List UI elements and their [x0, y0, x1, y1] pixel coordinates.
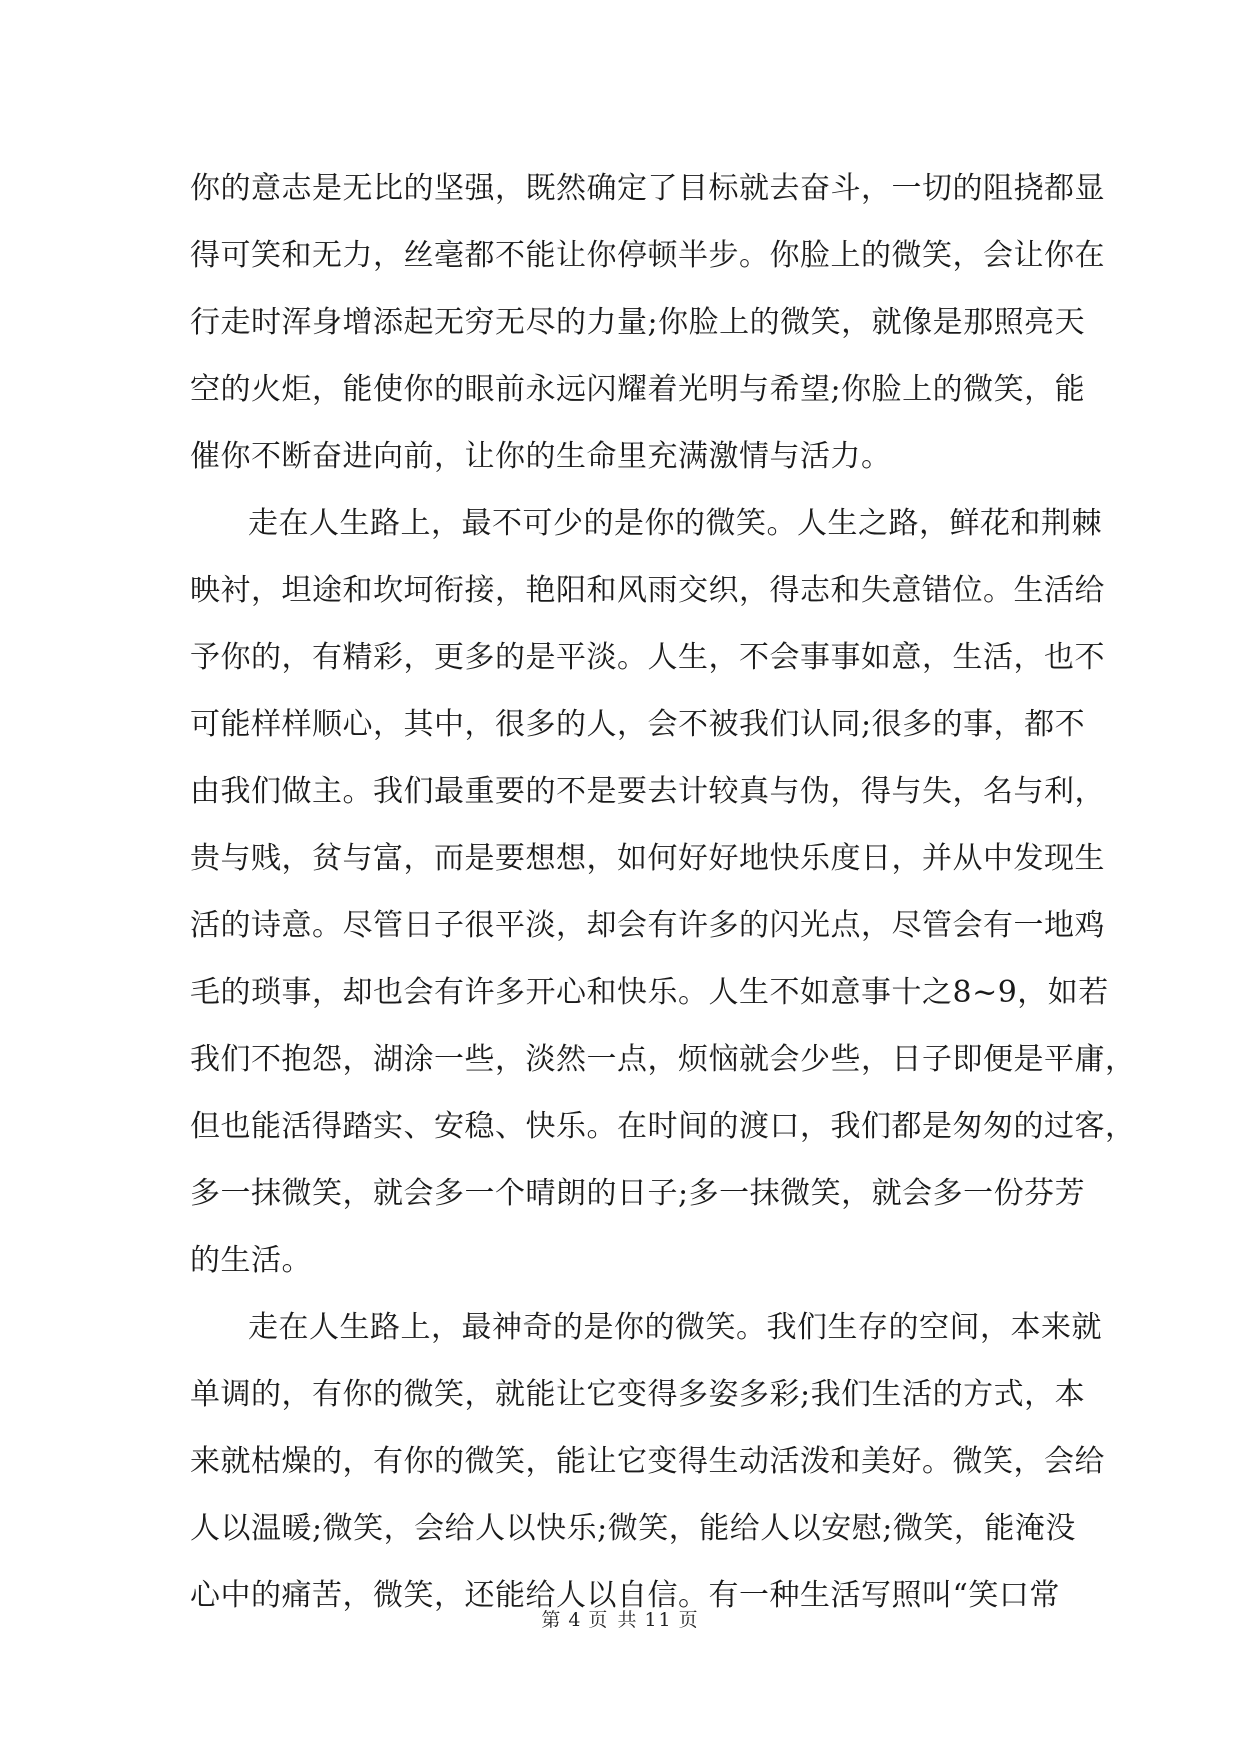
document-body	[190, 155, 1136, 1629]
text-line: 活的诗意。尽管日子很平淡，却会有许多的闪光点，尽管会有一地鸡	[190, 908, 1105, 943]
text-line: 人以温暖;微笑，会给人以快乐;微笑，能给人以安慰;微笑，能淹没	[190, 1511, 1076, 1546]
current-page-number: 4	[568, 1609, 583, 1631]
text-line: 由我们做主。我们最重要的不是要去计较真与伪，得与失，名与利，	[190, 774, 1105, 809]
text-line: 空的火炬，能使你的眼前永远闪耀着光明与希望;你脸上的微笑，能	[190, 372, 1086, 407]
footer-prefix: 第	[541, 1609, 563, 1631]
text-line: 的生活。	[190, 1243, 312, 1278]
text-line: 毛的琐事，却也会有许多开心和快乐。人生不如意事十之8~9，如若	[190, 975, 1109, 1010]
text-line: 心中的痛苦，微笑，还能给人以自信。有一种生活写照叫“笑口常	[190, 1578, 1060, 1613]
text-line: 但也能活得踏实、安稳、快乐。在时间的渡口，我们都是匆匆的过客，	[190, 1109, 1136, 1144]
footer-mid: 页 共	[588, 1609, 639, 1631]
text-line: 走在人生路上，最不可少的是你的微笑。人生之路，鲜花和荆棘	[248, 506, 1102, 541]
text-line: 走在人生路上，最神奇的是你的微笑。我们生存的空间，本来就	[248, 1310, 1102, 1345]
page-footer	[0, 1605, 1241, 1632]
text-line: 予你的，有精彩，更多的是平淡。人生，不会事事如意，生活，也不	[190, 640, 1105, 675]
footer-suffix: 页	[678, 1609, 700, 1631]
paragraph-3	[190, 1294, 1105, 1629]
text-line: 单调的，有你的微笑，就能让它变得多姿多彩;我们生活的方式，本	[190, 1377, 1086, 1412]
text-line: 你的意志是无比的坚强，既然确定了目标就去奋斗，一切的阻挠都显	[190, 171, 1105, 206]
text-line: 多一抹微笑，就会多一个晴朗的日子;多一抹微笑，就会多一份芬芳	[190, 1176, 1086, 1211]
text-line: 行走时浑身增添起无穷无尽的力量;你脸上的微笑，就像是那照亮天	[190, 305, 1086, 340]
paragraph-1	[190, 155, 1105, 490]
text-line: 我们不抱怨，湖涂一些，淡然一点，烦恼就会少些，日子即便是平庸，	[190, 1042, 1136, 1077]
text-line: 来就枯燥的，有你的微笑，能让它变得生动活泼和美好。微笑，会给	[190, 1444, 1105, 1479]
text-line: 贵与贱，贫与富，而是要想想，如何好好地快乐度日，并从中发现生	[190, 841, 1105, 876]
text-line: 催你不断奋进向前，让你的生命里充满激情与活力。	[190, 439, 892, 474]
paragraph-2	[190, 490, 1136, 1294]
text-line: 映衬，坦途和坎坷衔接，艳阳和风雨交织，得志和失意错位。生活给	[190, 573, 1105, 608]
text-line: 可能样样顺心，其中，很多的人，会不被我们认同;很多的事，都不	[190, 707, 1086, 742]
text-line: 得可笑和无力，丝毫都不能让你停顿半步。你脸上的微笑，会让你在	[190, 238, 1105, 273]
total-page-count: 11	[644, 1609, 673, 1631]
